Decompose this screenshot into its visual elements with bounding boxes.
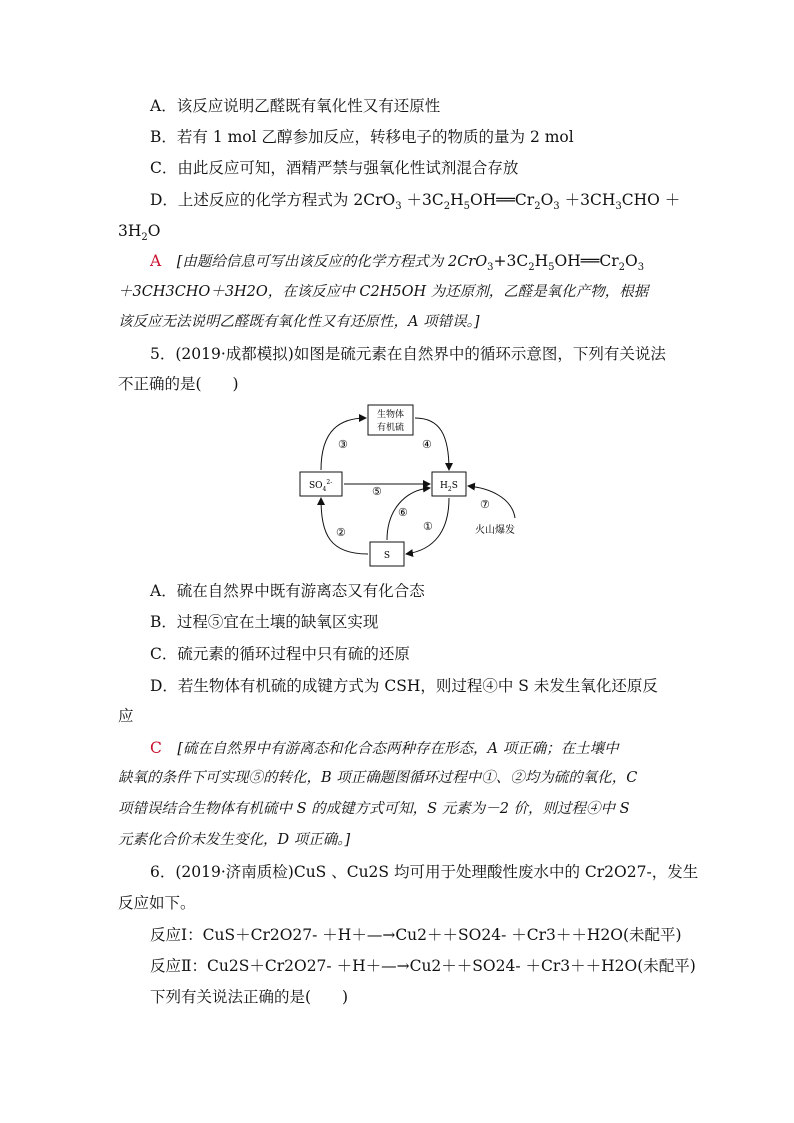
q5-option-b: B．过程⑤宜在土壤的缺氧区实现 <box>150 613 379 631</box>
q6-question: 下列有关说法正确的是( ) <box>150 988 349 1006</box>
volcano-label: 火山爆发 <box>475 525 515 536</box>
q6-reaction-1: 反应Ⅰ：CuS＋Cr2O27- ＋H＋—→Cu2＋＋SO24- ＋Cr3＋＋H2O(未配平) <box>150 926 682 944</box>
q5-explanation-line2: 缺氧的条件下可实现⑤的转化，B 项正确题图循环过程中①、②均为硫的氧化，C <box>118 770 638 786</box>
sulfate-label-text: SO <box>309 481 323 491</box>
q5-stem-line1: 5．(2019·成都模拟)如图是硫元素在自然界中的循环示意图，下列有关说法 <box>150 345 666 363</box>
arrow-4-organic-to-h2s <box>415 418 449 470</box>
organic-sulfur-label-1: 生物体 <box>376 410 405 420</box>
process-1-label: ① <box>423 520 433 533</box>
q4-explanation-line1: A [由题给信息可写出该反应的化学方程式为 $2CrO_3+3C_2H_5OH══Cr_2O_3$ <box>150 252 645 274</box>
sulfur-cycle-diagram <box>290 400 540 575</box>
q4-explanation-line3: 该反应无法说明乙醛既有氧化性又有还原性，A 项错误。] <box>118 314 480 330</box>
q4-expl-text-1: [由题给信息可写出该反应的化学方程式为 2CrO <box>176 254 488 270</box>
q5-option-c: C．硫元素的循环过程中只有硫的还原 <box>150 645 410 663</box>
h2s-label-text: H <box>440 481 448 491</box>
q5-option-d-line2: 应 <box>118 707 134 725</box>
process-2-label: ② <box>336 526 346 539</box>
q4-explanation-line2: ＋3CH3CHO＋3H2O，在该反应中 C2H5OH 为还原剂，乙醛是氧化产物，根据 <box>118 284 649 300</box>
q5-explanation-line1 <box>150 738 619 759</box>
q4-option-c: C．由此反应可知，酒精严禁与强氧化性试剂混合存放 <box>150 159 519 177</box>
q5-expl-text-1: [硫在自然界中有游离态和化合态两种存在形态，A 项正确；在土壤中 <box>177 741 619 757</box>
q4-option-d-text-4: 3H <box>118 222 142 240</box>
q4-option-a: A．该反应说明乙醛既有氧化性又有还原性 <box>150 97 441 115</box>
q5-option-d-line1: D．若生物体有机硫的成键方式为 CSH，则过程④中 S 未发生氧化还原反 <box>150 677 658 695</box>
arrow-7-volcano-to-h2s <box>468 486 515 518</box>
q5-stem-line2: 不正确的是( ) <box>118 375 239 393</box>
q4-option-d-text-2: ＋3C <box>406 191 444 209</box>
process-4-label: ④ <box>422 438 432 451</box>
q4-option-d-text-1: D．上述反应的化学方程式为 2CrO <box>150 191 396 209</box>
process-3-label: ③ <box>338 438 348 451</box>
sulfur-label: S <box>383 551 391 561</box>
process-5-label: ⑤ <box>372 485 382 498</box>
q6-reaction-2: 反应Ⅱ：Cu2S＋Cr2O27- ＋H＋—→Cu2＋＋SO24- ＋Cr3＋＋H2O(未配平) <box>150 957 696 975</box>
q4-option-d-text-3: CHO ＋ <box>621 191 681 209</box>
q5-answer: C <box>150 739 162 757</box>
q4-answer: A <box>150 252 162 270</box>
process-7-label: ⑦ <box>480 498 490 511</box>
process-6-label: ⑥ <box>398 506 408 519</box>
q6-stem-line1: 6．(2019·济南质检)CuS 、Cu2S 均可用于处理酸性废水中的 Cr2O27-，发生 <box>150 863 699 881</box>
q6-stem-line2: 反应如下。 <box>118 894 196 912</box>
q5-explanation-line4: 元素化合价未发生变化，D 项正确。] <box>118 832 351 848</box>
q4-option-d-line2: $3H_2O$ <box>118 222 161 244</box>
h2s-label: $H_2S$ <box>440 481 458 493</box>
sulfate-label: $SO_4^{2-}$ <box>309 479 333 493</box>
organic-sulfur-label-2: 有机硫 <box>376 423 405 433</box>
q4-option-d: D．上述反应的化学方程式为 $2CrO_3 +3C_2H_5OH══Cr_2O_3 +3CH_3CHO$ ＋ <box>150 191 681 213</box>
q4-option-b: B．若有 1 mol 乙醇参加反应，转移电子的物质的量为 2 mol <box>150 128 574 146</box>
q5-option-a: A．硫在自然界中既有游离态又有化合态 <box>150 582 425 600</box>
q5-explanation-line3: 项错误结合生物体有机硫中 S 的成键方式可知，S 元素为－2 价，则过程④中 S <box>118 801 630 817</box>
